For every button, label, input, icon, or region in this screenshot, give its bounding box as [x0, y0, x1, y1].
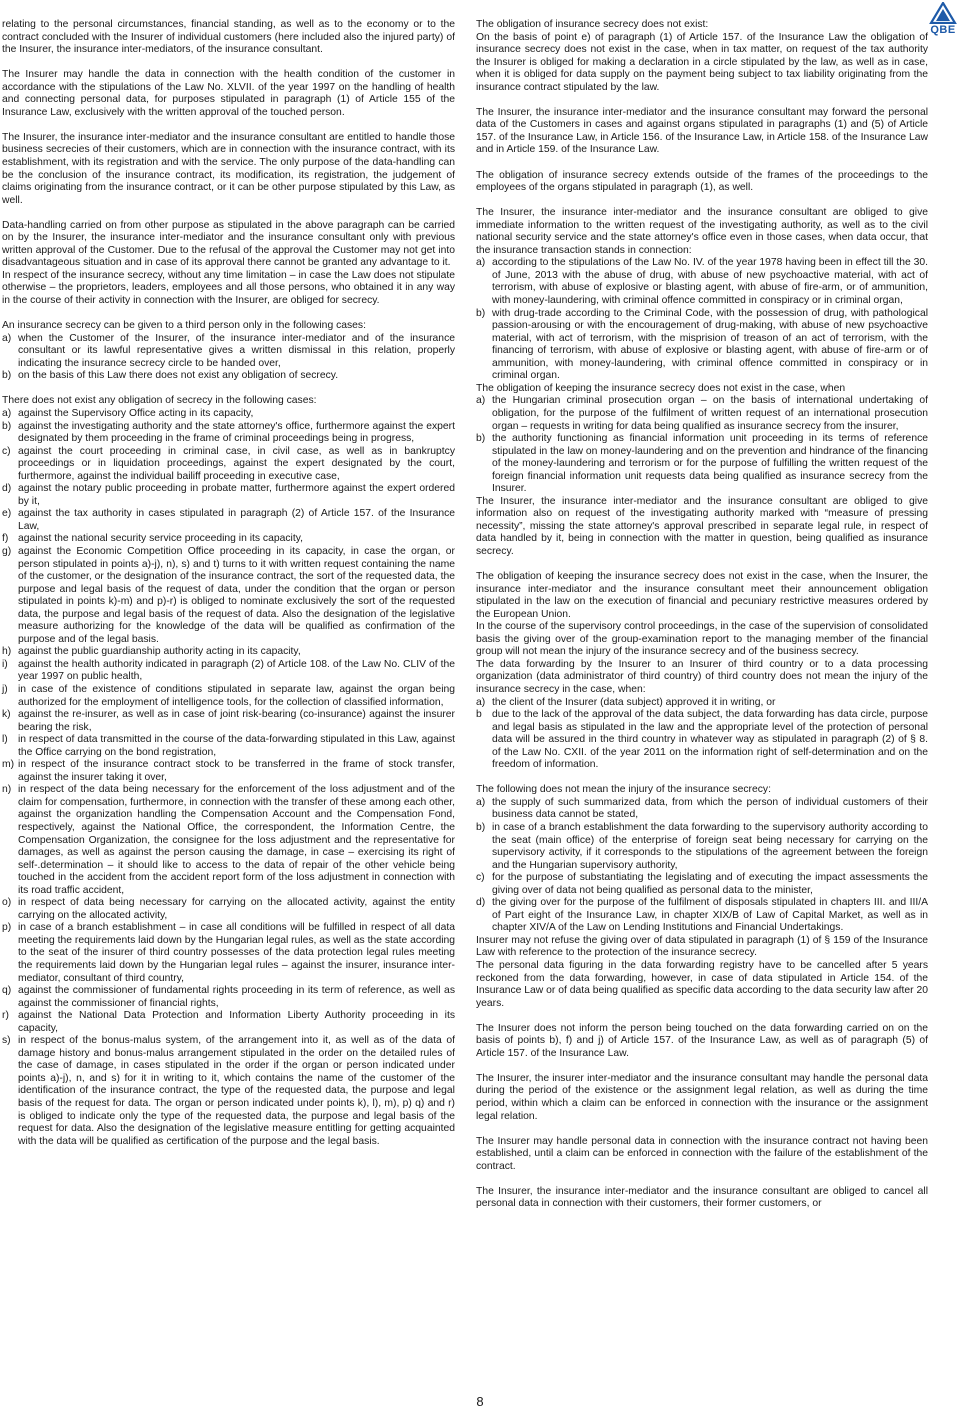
list-item-text: against the Supervisory Office acting in its capacity,: [18, 407, 254, 419]
list-item-marker: a): [2, 332, 12, 344]
list-item-marker: a): [476, 395, 486, 407]
list-item-text: when the Customer of the Insurer, of the insurance inter-mediator and of the insurance consultant or its lawful representative gives a written dismissal in this relation, properly indicating the insurance secrecy circle to be handed over,: [18, 332, 455, 369]
list-item: [2, 646, 455, 659]
list-item-marker: g): [2, 545, 12, 557]
third-country-forwarding-list: [476, 697, 928, 772]
list-item: [476, 308, 928, 383]
paragraph: Insurer may not refuse the giving over of data stipulated in paragraph (1) of § 159 of the Insurance Law with reference to the protection of the insurance secrecy.: [476, 934, 928, 959]
list-item-marker: a): [2, 407, 12, 419]
list-item-marker: b: [476, 709, 482, 721]
paragraph: The personal data figuring in the data forwarding registry have to be cancelled after 5 years reckoned from the data forwarding, however, in case of data stipulated in Article 154. of the Insurance Law or of data being qualified as specific data according to the data security law after 20 years.: [476, 960, 928, 1009]
paragraph: The Insurer, the insurance inter-mediator and the insurance consultant are entitled to handle those business secrecies of their customers, which are in connection with the insurance contract, with its establishment, with its registration and with the service. The only purpose of the data-handling can be the conclusion of the insurance contract, its modification, its registration, the judgement of claims originating from the insurance contract, or it can be other purpose stipulated by this Law, as well.: [2, 131, 455, 206]
paragraph: Data-handling carried on from other purpose as stipulated in the above paragraph can be carried on by the Insurer, the insurance inter-mediator and the insurance consultant only with previous written approval of the Customer. Due to the refusal of the approval the Customer may not get into disadvantageous situation and in case of its approval there cannot be granted any advantage to it.: [2, 219, 455, 269]
list-item-marker: b): [476, 307, 486, 319]
list-item: [2, 709, 455, 734]
list-item-text: according to the stipulations of the Law No. IV. of the year 1978 having been in effect till the 30. of June, 2013 with the abuse of drug, with abuse of new psychoactive material, with act of terrorism, with abuse of explosive or blasting agent, with abuse of fire-arm, or of ammunition, with money-laundering, with criminal offence committed in conspiracy or in criminal organ,: [492, 257, 928, 307]
paragraph: The following does not mean the injury of the insurance secrecy:: [476, 784, 771, 796]
no-injury-list: [476, 797, 928, 935]
brand-wordmark: QBE: [930, 24, 956, 36]
list-item-text: against the Economic Competition Office proceeding in its capacity, in case the organ, or person stipulated in points a)-j), n), s) and t) turns to it with written request containing the name of the customer, or the designation of the insurance contract, the sort of the requested data, the purpose and legal basis of the request of data, under the condition that the organ or person stipulated in points k)-m) and p)-r) is obliged to nominate exclusively the sort of the requested data, the purpose and legal basis of the request of data. Also the designation of the legislative measure authorizing for the knowledge of the data will be qualified as confirmation of the purpose and of the legal basis.: [18, 545, 455, 645]
list-item-marker: b): [2, 420, 12, 432]
list-item-marker: p): [2, 922, 12, 934]
list-item-marker: c): [2, 445, 11, 457]
list-item-marker: a): [476, 257, 486, 269]
list-item-text: against the health authority indicated in paragraph (2) of Article 108. of the Law No. CLIV of the year 1997 on public health,: [18, 658, 455, 683]
paragraph: relating to the personal circumstances, financial standing, as well as to the economy or to the contract concluded with the Insurer of individual customers (here included also the injured party) of the Insurer, the insurance inter-mediators, of the insurance consultant.: [2, 19, 455, 56]
list-item: [2, 370, 455, 383]
page-number: 8: [476, 1394, 484, 1409]
list-item-text: against the commissioner of fundamental rights proceeding in its term of reference, as well as against the commissioner of financial rights,: [18, 985, 455, 1009]
list-item-text: against the public guardianship authority acting in its capacity,: [18, 646, 301, 658]
list-item: [476, 709, 928, 772]
paragraph: The Insurer may handle the data in connection with the health condition of the customer in accordance with the stipulations of the Law No. XLVII. of the year 1997 on the handling of health and connecting personal data, for purposes stipulated in paragraph (1) of Article 155 of the Insurance Law, exclusively with the written approval of the touched person.: [2, 69, 455, 118]
list-item-text: the Hungarian criminal prosecution organ – on the basis of international undertaking of obligation, for the purpose of the fulfilment of written request of an international prosecution organ – requests in writing for data being qualified as insurance secrecy from the insurer,: [492, 395, 928, 432]
paragraph: The obligation of insurance secrecy does not exist:: [476, 19, 709, 30]
list-item-text: on the basis of this Law there does not exist any obligation of secrecy.: [18, 370, 339, 382]
list-item: [476, 395, 928, 433]
list-item: [476, 822, 928, 872]
list-item-text: in respect of the data being necessary for the enforcement of the loss adjustment and of the claim for compensation, furthermore, in connection with the transfer of these among each other, against the organization handling the Compensation Account and the Compensation Fond, respectively, against the National Office, the correspondent, the Information Centre, the Compensation Organization, the consignee for the loss adjustment and the representative for damages, as well as against the person causing the damage, in case – exercising its right of self-.determination – it should like to access to the data of repair of the other vehicle being touched in the accident from the accident report form of the loss adjustment in connection with its road traffic accident,: [18, 784, 455, 896]
list-item-marker: b): [476, 822, 486, 833]
list-item: [476, 433, 928, 496]
list-item: [2, 734, 455, 759]
list-item-marker: r): [2, 1010, 9, 1022]
list-item-marker: l): [2, 734, 8, 746]
qbe-emblem-icon: [928, 2, 958, 24]
list-item-text: the giving over for the purpose of the fulfilment of disposals stipulated in chapters III. and III/A of Part eight of the Insurance Law, in chapter XIX/B of Law of Capital Market, as well as in chapter XIV/A of the Law on Lending Institutions and Financial Undertakings.: [492, 897, 928, 934]
list-item-marker: n): [2, 784, 12, 796]
list-item: [2, 1035, 455, 1148]
list-item: [476, 872, 928, 897]
list-item-text: against the investigating authority and the state attorney's office, furthermore against the expert designated by them proceeding in the frame of criminal proceedings being in progress,: [18, 420, 455, 445]
secrecy-exemptions-list: [2, 408, 455, 1148]
paragraph: The obligation of insurance secrecy extends outside of the frames of the proceedings to the employees of the organs stipulated in paragraph (1), as well.: [476, 169, 928, 194]
list-item: [2, 897, 455, 922]
list-item-text: against the National Data Protection and Information Liberty Authority proceeding in its capacity,: [18, 1010, 455, 1034]
list-item-marker: s): [2, 1035, 11, 1047]
list-item: [2, 784, 455, 897]
qbe-logo: [928, 2, 958, 38]
paragraph: The Insurer, the insurer inter-mediator and the insurance consultant may handle the personal data during the period of the existence or the assignment legal relation, as well as during the time period, within which a claim can be enforced in connection with the insurance or the assignment legal relation.: [476, 1072, 928, 1122]
list-item-marker: a): [476, 696, 486, 708]
paragraph: The Insurer, the insurance inter-mediator and the insurance consultant are obliged to give immediate information to the written request of the investigating authority, as well as to the civil national security service and the state attorney's office even in those cases, when data occur, that the insurance transaction stands in connection:: [476, 207, 928, 256]
list-item-marker: h): [2, 646, 12, 658]
list-item: [476, 797, 928, 822]
right-column: [476, 19, 928, 1211]
list-item-text: the authority functioning as financial information unit proceeding in its terms of reference stipulated in the law on money-laundering and on the prevention and hindrance of the financing of the money-laundering and terrorism or for the purpose of fulfilling the written request of the foreign financial information unit requests data being qualified as insurance secrecy from the Insurer.: [492, 433, 928, 495]
list-item-marker: b): [476, 433, 486, 445]
paragraph: On the basis of point e) of paragraph (1) of Article 157. of the Insurance Law the obligation of insurance secrecy does not exist in the case, when in tax matter, on request of the tax authority the Insurer is obliged for making a declaration in a circle stipulated by the law, as well as in case, when it is obliged for data supply on the payment being subject to tax liability originating from the insurance contract stipulated by the law.: [476, 31, 928, 93]
list-item-text: in case of a branch establishment – in case all conditions will be fulfilled in respect of all data meeting the requirements laid down by the Hungarian legal rules, as well as the state according to the seat of the insurer of third country possesses of the data protection legal rules meeting the requirements laid down by the Hungarian legal rules – against the insurer, insurance inter-mediator, consultant of third country,: [18, 922, 455, 984]
list-item-marker: d): [2, 483, 12, 495]
list-item-marker: i): [2, 658, 8, 670]
paragraph: The Insurer, the insurance inter-mediator and the insurance consultant are obliged to give information also on request of the investigating authority marked with “measure of pressing necessity”, missing the state attorney's approval prescribed in separate legal rule, in respect of data handled by it, being in connection with the matter in question, being qualified as insurance secrecy.: [476, 495, 928, 557]
list-item: [2, 922, 455, 985]
list-item: [2, 533, 455, 546]
list-item: [2, 333, 455, 371]
list-item: [2, 483, 455, 508]
list-item: [476, 257, 928, 307]
list-item-marker: k): [2, 709, 11, 721]
list-item-text: in respect of the bonus-malus system, of the arrangement into it, as well as of the data of damage history and bonus-malus arrangement stipulated in the order on the detailed rules of the case of damage, in cases stipulated in the order if the organ or person indicated under points a)-j), n, and s) for it in writing to it, which contains the name of the customer of the identification of the insurance contract, the type of the requested data, the purpose and legal basis of the request for data. The organ or person indicated under points k), l), m), p) q) and r) is obliged to indicate only the type of the requested data, the purpose and legal basis of the request for data. Also the designation of the legislative measure entitling for getting acquainted with the data will be qualified as certification of the purpose and the legal basis.: [18, 1035, 455, 1147]
disclosure-cases-list: [2, 333, 455, 383]
list-item-marker: j): [2, 683, 8, 695]
paragraph: In respect of the insurance secrecy, without any time limitation – in case the Law does not stipulate otherwise – the proprietors, leaders, employees and all those persons, who obtained it in any way in the course of their activity in connection with the Insurer, are obliged for secrecy.: [2, 269, 455, 307]
list-item: [2, 684, 455, 709]
list-item-text: the supply of such summarized data, from which the person of individual customers of their business data cannot be stated,: [492, 796, 928, 821]
list-item: [2, 421, 455, 446]
list-item: [2, 659, 455, 684]
list-item-text: in respect of data being necessary for carrying on the allocated activity, against the entity carrying on the allocated activity,: [18, 897, 455, 921]
paragraph: The obligation of keeping the insurance secrecy does not exist in the case, when the Insurer, the insurance inter-mediator and the insurance consultant meet their announcement obligation stipulated in the law on the execution of financial and pecuniary restrictive measures ordered by the European Union.: [476, 571, 928, 620]
paragraph: There does not exist any obligation of secrecy in the following cases:: [2, 395, 317, 407]
list-item: [2, 759, 455, 784]
list-item-text: in case of a branch establishment the data forwarding to the supervisory authority according to the seat (main office) of the enterprise of foreign seat being necessary for carrying on the supervisory activity, if it corresponds to the stipulations of the agreement between the foreign and the Hungarian supervisory authority,: [492, 822, 928, 871]
left-column: [2, 19, 455, 1148]
paragraph: The Insurer, the insurance inter-mediator and the insurance consultant are obliged to cancel all personal data in connection with their customers, their former customers, or: [476, 1185, 928, 1210]
list-item-marker: q): [2, 985, 12, 997]
list-item: [476, 897, 928, 935]
list-item-text: the client of the Insurer (data subject) approved it in writing, or: [492, 696, 776, 708]
list-item-marker: e): [2, 508, 12, 520]
list-item: [2, 408, 455, 421]
list-item: [2, 508, 455, 533]
list-item-text: against the court proceeding in criminal case, in civil case, as well as in bankruptcy proceedings or in liquidation proceedings, against the expert designated by the court, furthermore, against the individual bailiff proceeding in executive case,: [18, 445, 455, 482]
paragraph: The obligation of keeping the insurance secrecy does not exist in the case, when: [476, 382, 846, 394]
paragraph: The Insurer may handle personal data in connection with the insurance contract not having been established, until a claim can be enforced in connection with the failure of the establishment of the contract.: [476, 1135, 928, 1172]
list-item-text: due to the lack of the approval of the data subject, the data forwarding has data circle, purpose and legal basis as stipulated in the law and the appropriate level of the protection of personal data will be assured in the third country in whatever way as stipulated in paragraph (2) of § 8. of the Law No. CXII. of the year 2011 on the information right of self-determination and on the freedom of information.: [492, 709, 928, 771]
list-item-text: with drug-trade according to the Criminal Code, with the possession of drug, with pathological passion-arousing or with the encouragement of drug-making, with abuse of new psychoactive material, with act of terrorism, with the misprision of treason of an act of terrorism, with the financing of terrorism, with abuse of explosive or blasting agent, with abuse of fire-arm or of ammunition, with money-laundering, with criminal offence committed in conspiracy or in criminal organ.: [492, 307, 928, 382]
paragraph: An insurance secrecy can be given to a third person only in the following cases:: [2, 320, 366, 332]
list-item: [2, 546, 455, 646]
list-item-text: in case of the existence of conditions stipulated in separate law, against the organ being authorized for the employment of intelligence tools, for the collection of classified information,: [18, 683, 455, 708]
list-item: [2, 446, 455, 484]
prosecution-request-list: [476, 395, 928, 495]
list-item-text: in respect of data transmitted in the course of the data-forwarding stipulated in this Law, against the Office carrying on the bond registration,: [18, 734, 455, 758]
paragraph: The data forwarding by the Insurer to an Insurer of third country or to a data processing organization (data administrator of third country) of third country does not mean the injury of the insurance secrecy in the case, when:: [476, 658, 928, 695]
paragraph: In the course of the supervisory control proceedings, in the case of the supervision of consolidated basis the giving over of the group-examination report to the managing member of the financial group will not mean the injury of the insurance secrecy and of the business secrecy.: [476, 621, 928, 658]
list-item: [476, 697, 928, 710]
list-item-marker: m): [2, 759, 15, 771]
list-item: [2, 985, 455, 1010]
paragraph: The Insurer does not inform the person being touched on the data forwarding carried on on the basis of points b), f) and j) of Article 157. of the Insurance Law, as well as of paragraph (5) of Article 157. of the Insurance Law.: [476, 1022, 928, 1059]
list-item-marker: c): [476, 872, 485, 884]
list-item-text: against the re-insurer, as well as in case of joint risk-bearing (co-insurance) against the insurer bearing the risk,: [18, 709, 455, 733]
list-item-marker: d): [476, 897, 486, 909]
list-item-text: in respect of the insurance contract stock to be transferred in the frame of stock transfer, against the insurer taking it over,: [18, 759, 455, 783]
list-item-marker: o): [2, 897, 12, 909]
list-item-text: against the national security service proceeding in its capacity,: [18, 533, 303, 545]
list-item-marker: b): [2, 370, 12, 382]
criminal-connection-list: [476, 257, 928, 382]
list-item-text: for the purpose of substantiating the legislating and of executing the impact assessments the giving over of data not being qualified as personal data to the minister,: [492, 872, 928, 896]
paragraph: The Insurer, the insurance inter-mediator and the insurance consultant may forward the personal data of the Customers in cases and against organs stipulated in paragraphs (1) and (5) of Article 157. of the Insurance Law, in Article 156. of the Insurance Law, in Article 158. of the Insurance Law and in Article 159. of the Insurance Law.: [476, 106, 928, 156]
list-item-text: against the tax authority in cases stipulated in paragraph (2) of Article 157. of the Insurance Law,: [18, 508, 455, 532]
list-item-marker: a): [476, 796, 486, 808]
list-item-marker: f): [2, 533, 9, 545]
list-item-text: against the notary public proceeding in probate matter, furthermore against the expert ordered by it,: [18, 483, 455, 507]
list-item: [2, 1010, 455, 1035]
